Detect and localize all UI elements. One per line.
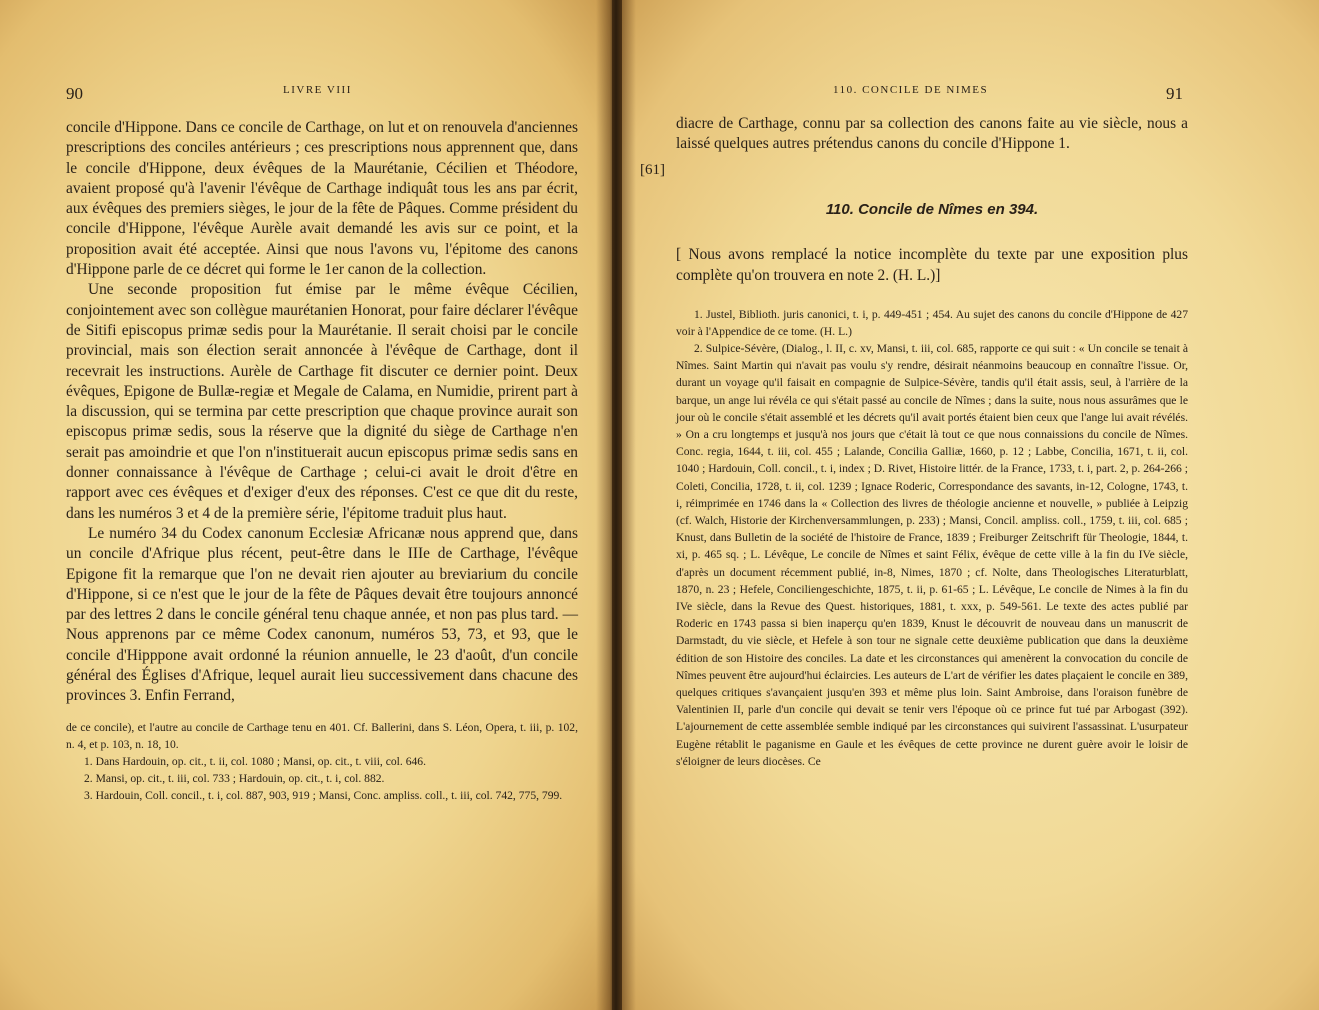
left-footnote-3: 3. Hardouin, Coll. concil., t. i, col. 887, 903, 919 ; Mansi, Conc. ampliss. coll., t. iii, col. 742, 775, 799. (84, 789, 563, 803)
right-text-column (676, 114, 1188, 770)
left-text-column (66, 118, 578, 805)
left-paragraph-3: Le numéro 34 du Codex canonum Ecclesiæ Africanæ nous apprend que, dans un concile d'Afrique plus récent, peut-être dans le IIIe de Carthage, l'évêque Epigone fit la remarque que l'on ne devait rien ajouter au breviarium du concile d'Hippone, si ce n'est que le jour de la fête de Pâques devait être toujours annoncé par des lettres 2 dans le concile général tenu chaque année, et non pas plus tard. — Nous apprenons par ce même Codex canonum, numéros 53, 73, et 93, que le concile d'Hipppone avait ordonné la réunion annuelle, le 23 d'août, d'un concile général des Églises d'Afrique, lequel aurait lieu successivement dans chacune des provinces 3. Enfin Ferrand, (66, 524, 578, 705)
running-head-right: 110. CONCILE DE NIMES (833, 84, 989, 96)
left-footnote-2: 2. Mansi, op. cit., t. iii, col. 733 ; Hardouin, op. cit., t. i, col. 882. (84, 772, 385, 786)
running-head-left: LIVRE VIII (283, 84, 352, 96)
left-page (0, 0, 612, 1010)
page-number-left: 90 (66, 84, 83, 103)
margin-page-marker: [61] (640, 162, 665, 178)
left-footnote-1: 1. Dans Hardouin, op. cit., t. ii, col. 1080 ; Mansi, op. cit., t. viii, col. 646. (84, 755, 426, 769)
right-footnote-2: 2. Sulpice-Sévère, (Dialog., l. II, c. xv, Mansi, t. iii, col. 685, rapporte ce qui suit : « Un concile se tenait à Nîmes. Saint Martin qui n'avait pas voulu s'y rendre, désirait néanmoins beaucoup en connaître l'issue. Or, durant un voyage qu'il faisait en compagnie de Sulpice-Sévère, tandis qu'il était assis, seul, à l'arrière de la barque, un ange lui révéla ce qui s'était passé au concile de Nîmes ; dans la suite, nous nous assurâmes que le jour où le concile s'était assemblé et les décrets qu'il avait portés étaient bien ceux que l'ange lui avait révélés. » On a cru longtemps et jusqu'à nos jours que c'était là tout ce que nous connaissions du concile de Nîmes. Conc. regia, 1644, t. iii, col. 455 ; Lalande, Concilia Galliæ, 1660, p. 12 ; Labbe, Concilia, 1671, t. ii, col. 1040 ; Hardouin, Coll. concil., t. i, index ; D. Rivet, Histoire littér. de la France, 1733, t. i, part. 2, p. 264-266 ; Coleti, Concilia, 1728, t. ii, col. 1239 ; Ignace Roderic, Correspondance des savants, in-12, Cologne, 1743, t. i, réimprimée en 1746 dans la « Collection des livres de théologie ancienne et nouvelle, » publiée à Leipzig (cf. Walch, Historie der Kirchenversammlungen, p. 233) ; Mansi, Concil. ampliss. coll., 1759, t. iii, col. 685 ; Knust, dans Bulletin de la société de l'histoire de France, 1839 ; Freiburger Zeitschrift für Theologie, 1844, t. xi, p. 465 sq. ; L. Lévêque, Le concile de Nîmes et saint Félix, évêque de cette ville à la fin du IVe siècle, d'après un document récemment publié, in-8, Nimes, 1870 ; cf. Nolte, dans Theologisches Literaturblatt, 1870, n. 23 ; Hefele, Conciliengeschichte, 1875, t. ii, p. 61-65 ; L. Lévêque, Le concile de Nimes à la fin du IVe siècle, dans la Revue des Quest. historiques, 1881, t. xxx, p. 549-561. Le texte des actes publié par Roderic en 1743 passa si bien inaperçu qu'en 1839, Knust le découvrit de nouveau dans un manuscrit de Darmstadt, du vie siècle, et Hefele à son tour ne signale cette deuxième publication que dans la deuxième édition de son Histoire des conciles. La date et les circonstances qui amenèrent la convocation du concile de Nîmes peuvent être aujourd'hui éclaircies. Les auteurs de L'art de vérifier les dates plaçaient le concile en 389, quelques critiques s'avançaient jusqu'en 393 et même plus loin. Saint Ambroise, dans l'oraison funèbre de Valentinien II, parle d'un concile qui devait se tenir vers l'époque où ce prince fut tué par Arbogast (392). L'ajournement de cette assemblée semble indiqué par les circonstances qui suivirent l'assassinat. L'usurpateur Eugène rétablit le paganisme en Gaule et les évêques de cette province ne durent guère avoir le loisir de s'éloigner de leurs diocèses. Ce (676, 342, 1188, 768)
book-gutter (596, 0, 636, 1010)
left-footnote-continuation: de ce concile), et l'autre au concile de Carthage tenu en 401. Cf. Ballerini, dans S. Léon, Opera, t. iii, p. 102, n. 4, et p. 103, n. 18, 10. (66, 720, 578, 751)
section-title: 110. Concile de Nîmes en 394. (825, 200, 1039, 218)
left-paragraph-1: concile d'Hippone. Dans ce concile de Carthage, on lut et on renouvela d'anciennes prescriptions des conciles antérieurs ; ces prescriptions nous apprennent que, dans le concile d'Hippone, deux évêques de la Maurétanie, Cécilien et Théodore, avaient proposé qu'à l'avenir l'évêque de Carthage indiquât tous les ans par écrit, aux évêques des premiers sièges, le jour de la fête de Pâques. Comme président du concile d'Hippone, l'évêque Aurèle avait demandé les avis sur ce point, et la proposition avait été acceptée. Ainsi que nous l'avons vu, l'épitome des canons d'Hippone parle de ce décret qui forme le 1er canon de la collection. (66, 119, 578, 279)
right-footnote-1: 1. Justel, Biblioth. juris canonici, t. i, p. 449-451 ; 454. Au sujet des canons du concile d'Hippone de 427 voir à l'Appendice de ce tome. (H. L.) (676, 307, 1188, 338)
right-opening-paragraph: diacre de Carthage, connu par sa collection des canons faite au vie siècle, nous a laissé quelques autres prétendus canons du concile d'Hippone 1. (676, 115, 1188, 153)
page-number-right: 91 (1166, 84, 1183, 103)
left-paragraph-2: Une seconde proposition fut émise par le même évêque Cécilien, conjointement avec son collègue maurétanien Honorat, pour faire déclarer l'évêque de Sitifi episcopus primæ sedis pour la Maurétanie. Il serait choisi par le concile provincial, mais son élection serait annoncée à l'évêque de Carthage, dont il recevrait les instructions. Aurèle de Carthage fit discuter ce dernier point. Deux évêques, Epigone de Bullæ-regiæ et Megale de Calama, en Numidie, prirent part à la discussion, qui se termina par cette prescription que chaque province aurait son episcopus primæ sedis, sous la réserve que la dignité du siège de Carthage n'en serait pas amoindrie et que l'on n'instituerait aucun episcopus primæ sedis sans en donner connaissance à l'évêque de Carthage ; celui-ci avait le droit d'être en rapport avec ces évêques et d'exiger d'eux des réponses. C'est ce que dit du reste, dans les numéros 3 et 4 de la première série, l'épitome traduit plus haut. (66, 281, 578, 522)
editor-note: [ Nous avons remplacé la notice incomplète du texte par une exposition plus complète qu'on trouvera en note 2. (H. L.)] (676, 245, 1188, 284)
